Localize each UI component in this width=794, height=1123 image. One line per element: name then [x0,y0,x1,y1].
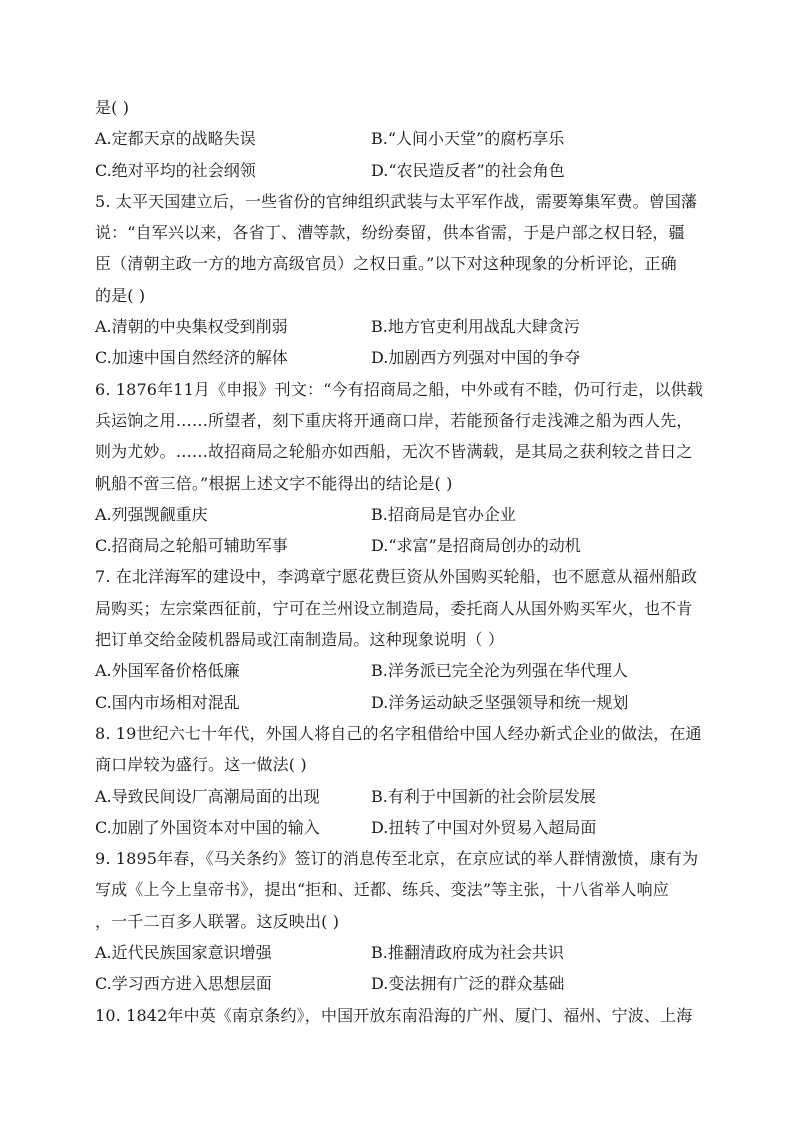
q8-option-b[interactable]: B.有利于中国新的社会阶层发展 [371,786,596,806]
q8-option-a[interactable]: A.导致民间设厂高潮局面的出现 [95,786,320,806]
q6-options-row-2 [95,530,699,561]
q9-option-d[interactable]: D.变法拥有广泛的群众基础 [371,974,565,994]
q9-stem-line-3: ，一千二百多人联署。这反映出( ) [95,911,340,931]
q9-option-c[interactable]: C.学习西方进入思想层面 [95,974,272,994]
q5-option-b[interactable]: B.地方官吏利用战乱大肆贪污 [371,317,580,337]
q9-options-row-1 [95,937,699,968]
q4-options-row-1 [95,123,699,154]
q7-stem-line-2: 局购买；左宗棠西征前，宁可在兰州设立制造局，委托商人从国外购买军火，也不肯 [95,598,693,618]
q6-options-row-1 [95,499,699,530]
q9-stem-line-2: 写成《上今上皇帝书》，提出“拒和、迁都、练兵、变法”等主张，十八省举人响应 [95,880,669,900]
q6-option-d[interactable]: D.“求富”是招商局创办的动机 [371,536,581,556]
q8-stem-line-2: 商口岸较为盛行。这一做法( ) [95,755,307,775]
q5-option-d[interactable]: D.加剧西方列强对中国的争夺 [371,348,581,368]
q7-option-d[interactable]: D.洋务运动缺乏坚强领导和统一规划 [371,692,629,712]
q8-options-row-1 [95,781,699,812]
q7-option-a[interactable]: A.外国军备价格低廉 [95,661,240,681]
q8-options-row-2 [95,812,699,843]
q6-option-a[interactable]: A.列强觊觎重庆 [95,504,208,524]
q6-stem-line-2: 兵运饷之用……所望者，刻下重庆将开通商口岸，若能预备行走浅滩之船为西人先， [95,410,693,430]
q4-stem-tail: 是( ) [95,98,130,117]
q5-option-a[interactable]: A.清朝的中央集权受到削弱 [95,317,288,337]
q9-option-b[interactable]: B.推翻清政府成为社会共识 [371,943,564,963]
q4-option-c[interactable]: C.绝对平均的社会纲领 [95,160,256,180]
q6-stem-line-3: 则为尤妙。……故招商局之轮船亦如西船，无次不皆满载，是其局之获利较之昔日之 [95,442,693,462]
q6-option-c[interactable]: C.招商局之轮船可辅助军事 [95,536,288,556]
q7-stem-line-3: 把订单交给金陵机器局或江南制造局。这种现象说明（ ） [95,630,504,650]
q7-option-c[interactable]: C.国内市场相对混乱 [95,692,240,712]
q8-stem-line-1: 8. 19世纪六七十年代，外国人将自己的名字租借给中国人经办新式企业的做法，在通 [95,723,702,743]
q9-options-row-2 [95,968,699,999]
q7-options-row-1 [95,655,699,686]
q6-option-b[interactable]: B.招商局是官办企业 [371,504,516,524]
q9-stem-line-1: 9. 1895年春，《马关条约》签订的消息传至北京，在京应试的举人群情激愤，康有为 [95,849,699,869]
q10-stem-line-1: 10. 1842年中英《南京条约》，中国开放东南沿海的广州、厦门、福州、宁波、上海 [95,1005,693,1025]
q5-option-c[interactable]: C.加速中国自然经济的解体 [95,348,288,368]
q7-option-b[interactable]: B.洋务派已完全沦为列强在华代理人 [371,661,628,681]
exam-page [95,92,703,1031]
q4-option-b[interactable]: B.“人间小天堂”的腐朽享乐 [371,129,565,149]
q5-options-row-1 [95,311,699,342]
q8-option-c[interactable]: C.加剧了外国资本对中国的输入 [95,817,320,837]
q7-stem-line-1: 7. 在北洋海军的建设中，李鸿章宁愿花费巨资从外国购买轮船，也不愿意从福州船政 [95,567,698,587]
q6-stem-line-4: 帆船不啻三倍。”根据上述文字不能得出的结论是( ) [95,473,453,493]
q5-stem-line-2: 说：“自军兴以来，各省丁、漕等款，纷纷奏留，供本省需，于是户部之权日轻，疆 [95,223,685,243]
q4-option-a[interactable]: A.定都天京的战略失误 [95,129,256,149]
q8-option-d[interactable]: D.扭转了中国对外贸易入超局面 [371,817,597,837]
q5-stem-line-3: 臣（清朝主政一方的地方高级官员）之权日重。”以下对这种现象的分析评论，正确 [95,254,677,274]
q7-options-row-2 [95,687,699,718]
q4-options-row-2 [95,155,699,186]
q5-options-row-2 [95,342,699,373]
q5-stem-line-4: 的是( ) [95,285,146,305]
q9-option-a[interactable]: A.近代民族国家意识增强 [95,943,272,963]
q6-stem-line-1: 6. 1876年11月《申报》刊文：“今有招商局之船，中外或有不睦，仍可行走，以供载 [95,379,703,399]
q4-option-d[interactable]: D.“农民造反者”的社会角色 [371,160,565,180]
q5-stem-line-1: 5. 太平天国建立后，一些省份的官绅组织武装与太平军作战，需要筹集军费。曾国藩 [95,191,698,211]
